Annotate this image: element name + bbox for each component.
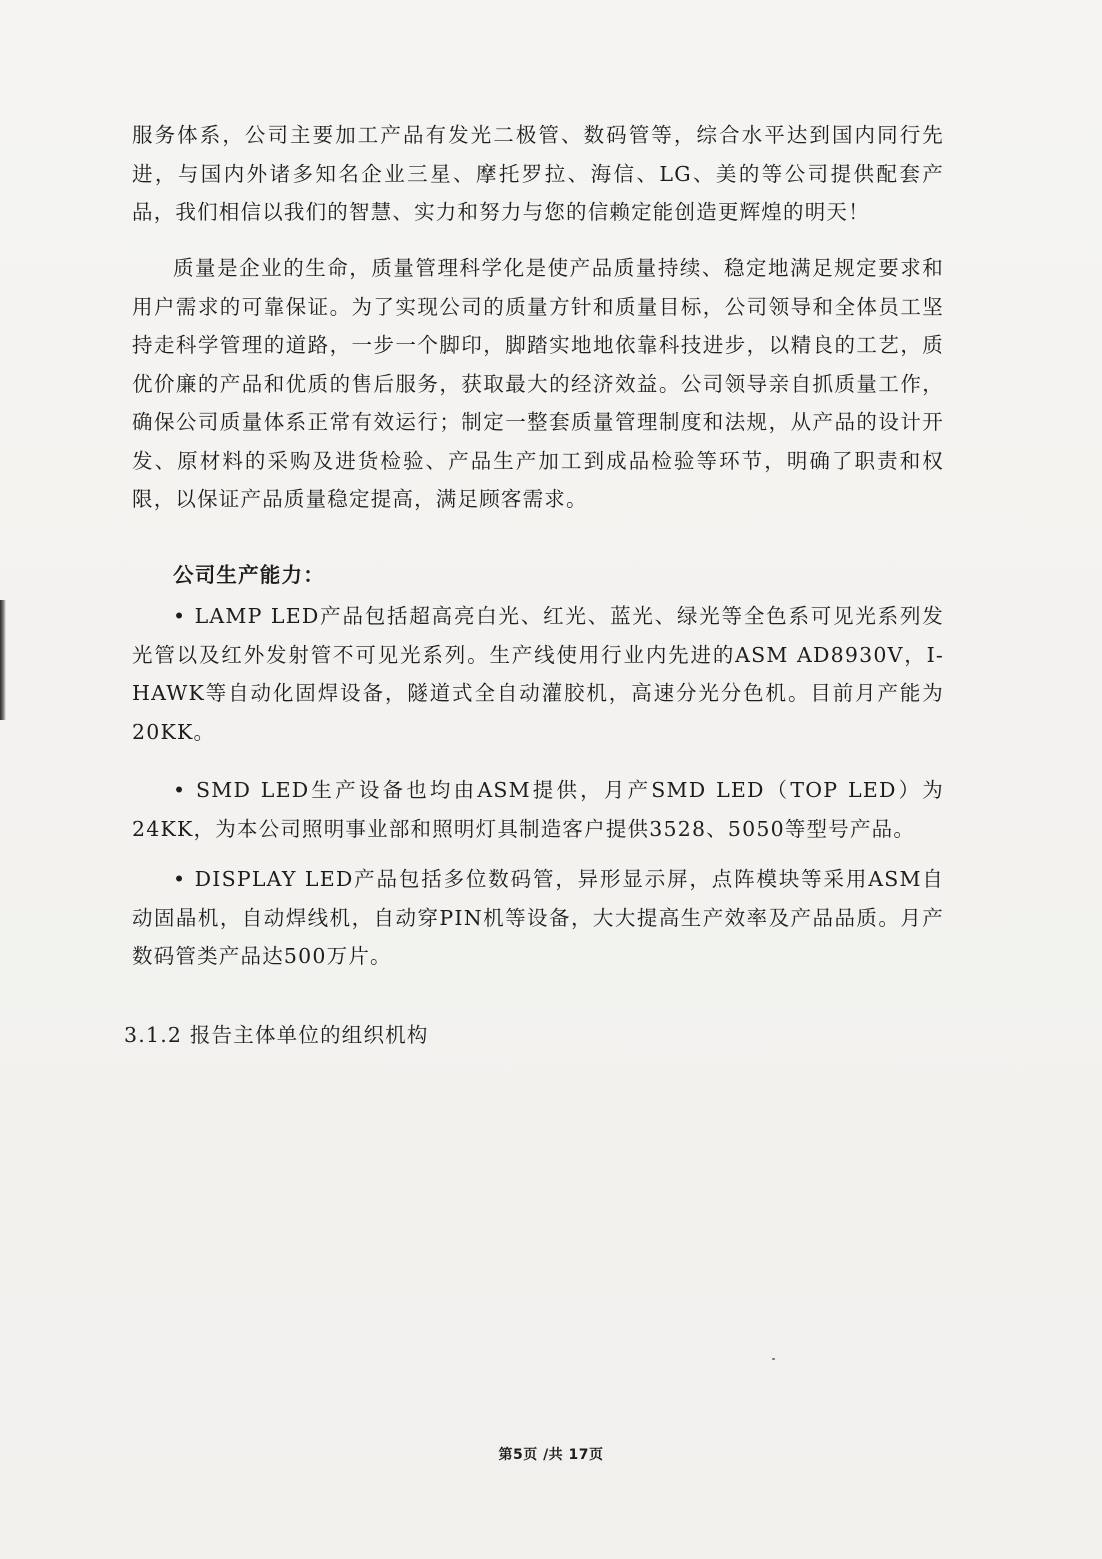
bullet-display-led: • DISPLAY LED产品包括多位数码管，异形显示屏，点阵模块等采用ASM自动固晶机，自动焊线机，自动穿PIN机等设备，大大提高生产效率及产品品质。月产数码管类产品达500万片。 xyxy=(132,867,944,968)
bullet-lamp-led: • LAMP LED产品包括超高亮白光、红光、蓝光、绿光等全色系可见光系列发光管以及红外发射管不可见光系列。生产线使用行业内先进的ASM AD8930V，I-HAWK等自动化固焊设备，隧道式全自动灌胶机，高速分光分色机。目前月产能为20KK。 xyxy=(132,604,944,744)
heading-production-capacity: 公司生产能力： xyxy=(173,563,325,587)
bullet-smd-led: • SMD LED生产设备也均由ASM提供，月产SMD LED（TOP LED）为24KK，为本公司照明事业部和照明灯具制造客户提供3528、5050等型号产品。 xyxy=(132,778,944,841)
paragraph-company-intro: 服务体系，公司主要加工产品有发光二极管、数码管等，综合水平达到国内同行先进，与国内外诸多知名企业三星、摩托罗拉、海信、LG、美的等公司提供配套产品，我们相信以我们的智慧、实力和努力与您的信赖定能创造更辉煌的明天！ xyxy=(132,123,944,224)
scan-edge-shadow xyxy=(0,600,6,720)
section-heading-organization: 3.1.2 报告主体单位的组织机构 xyxy=(124,1023,429,1047)
scan-speck xyxy=(772,1358,775,1360)
page-number-footer: 第5页 /共 17页 xyxy=(498,1447,604,1463)
paragraph-quality: 质量是企业的生命，质量管理科学化是使产品质量持续、稳定地满足规定要求和用户需求的可靠保证。为了实现公司的质量方针和质量目标，公司领导和全体员工坚持走科学管理的道路，一步一个脚印，脚踏实地地依靠科技进步，以精良的工艺，质优价廉的产品和优质的售后服务，获取最大的经济效益。公司领导亲自抓质量工作，确保公司质量体系正常有效运行；制定一整套质量管理制度和法规，从产品的设计开发、原材料的采购及进货检验、产品生产加工到成品检验等环节，明确了职责和权限，以保证产品质量稳定提高，满足顾客需求。 xyxy=(132,256,944,511)
